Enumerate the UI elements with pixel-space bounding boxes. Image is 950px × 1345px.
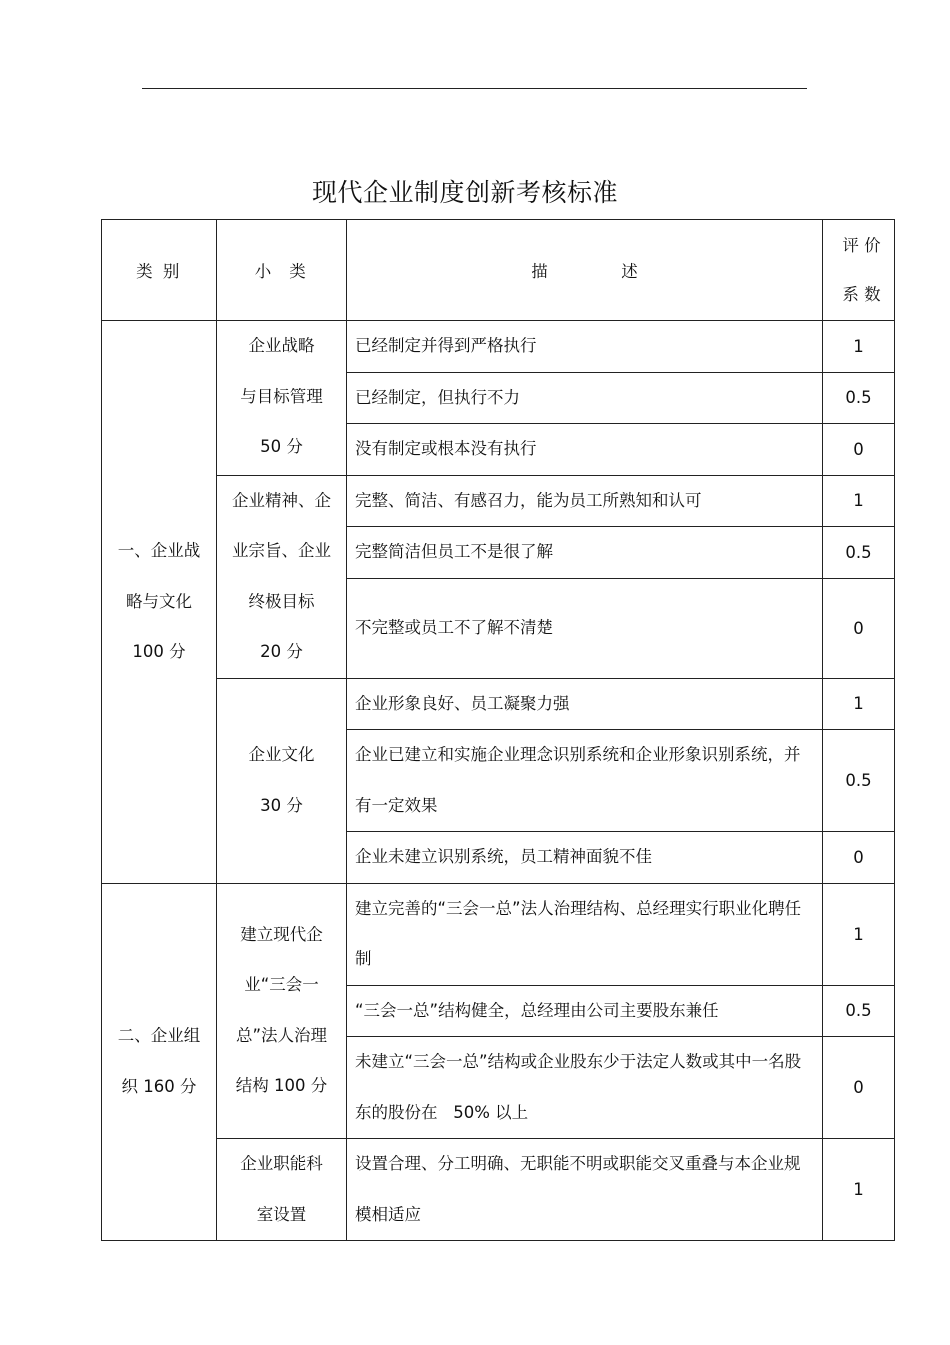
subcategory-line: 业宗旨、企业 — [232, 541, 331, 560]
description-cell: 已经制定并得到严格执行 — [347, 321, 823, 373]
coefficient-cell: 1 — [823, 1139, 895, 1241]
subcategory-cell — [217, 321, 347, 476]
subcategory-line: 企业精神、企 — [232, 490, 331, 510]
subcategory-line: 20 分 — [260, 642, 303, 661]
header-coef-line1: 评 价 — [842, 236, 881, 255]
category-line: 织 160 分 — [121, 1076, 197, 1096]
subcategory-cell — [217, 883, 347, 1139]
coefficient-cell: 1 — [823, 678, 895, 730]
subcategory-cell — [217, 678, 347, 883]
description-cell: 完整简洁但员工不是很了解 — [347, 527, 823, 579]
coefficient-cell: 0 — [823, 832, 895, 884]
table-row — [102, 883, 895, 985]
coefficient-cell: 0.5 — [823, 372, 895, 424]
coefficient-cell: 0 — [823, 424, 895, 476]
subcategory-line: 室设置 — [256, 1204, 307, 1224]
coefficient-cell: 0.5 — [823, 730, 895, 832]
table-row — [102, 678, 895, 730]
description-cell: 企业已建立和实施企业理念识别系统和企业形象识别系统，并有一定效果 — [347, 730, 823, 832]
coefficient-cell: 1 — [823, 883, 895, 985]
header-description: 描 述 — [347, 220, 823, 321]
assessment-table — [101, 219, 895, 1241]
header-category: 类 别 — [102, 220, 217, 321]
header-subcategory: 小 类 — [217, 220, 347, 321]
subcategory-cell — [217, 475, 347, 678]
category-line: 略与文化 — [126, 591, 192, 611]
header-coefficient — [823, 220, 895, 321]
category-cell — [102, 321, 217, 884]
category-line: 100 分 — [132, 642, 186, 661]
subcategory-line: 总”法人治理 — [235, 1025, 328, 1045]
subcategory-line: 企业文化 — [248, 745, 315, 764]
coefficient-cell: 1 — [823, 321, 895, 373]
coefficient-cell: 1 — [823, 475, 895, 527]
coefficient-cell: 0.5 — [823, 527, 895, 579]
subcategory-cell — [217, 1139, 347, 1241]
table-row — [102, 321, 895, 373]
subcategory-line: 终极目标 — [248, 591, 315, 611]
description-cell: 建立完善的“三会一总”法人治理结构、总经理实行职业化聘任制 — [347, 883, 823, 985]
subcategory-line: 企业战略 — [248, 336, 315, 355]
table-row — [102, 1139, 895, 1241]
description-cell: 未建立“三会一总”结构或企业股东少于法定人数或其中一名股东的股份在 50% 以上 — [347, 1037, 823, 1139]
coefficient-cell: 0.5 — [823, 985, 895, 1037]
subcategory-line: 企业职能科 — [240, 1154, 323, 1173]
table-header-row — [102, 220, 895, 321]
table-row — [102, 475, 895, 527]
description-cell: 完整、简洁、有感召力，能为员工所熟知和认可 — [347, 475, 823, 527]
coefficient-cell: 0 — [823, 1037, 895, 1139]
subcategory-line: 建立现代企 — [240, 924, 323, 944]
description-cell: 没有制定或根本没有执行 — [347, 424, 823, 476]
description-cell: 已经制定，但执行不力 — [347, 372, 823, 424]
description-cell: 企业未建立识别系统，员工精神面貌不佳 — [347, 832, 823, 884]
page-title: 现代企业制度创新考核标准 — [311, 178, 618, 207]
description-cell: 不完整或员工不了解不清楚 — [347, 579, 823, 679]
category-line: 一、企业战 — [117, 541, 201, 560]
description-cell: “三会一总”结构健全，总经理由公司主要股东兼任 — [347, 985, 823, 1037]
subcategory-line: 与目标管理 — [240, 386, 323, 406]
subcategory-line: 30 分 — [260, 795, 303, 815]
category-line: 二、企业组 — [117, 1026, 201, 1046]
header-coef-line2: 系 数 — [842, 285, 881, 304]
coefficient-cell: 0 — [823, 579, 895, 679]
description-cell: 企业形象良好、员工凝聚力强 — [347, 678, 823, 730]
subcategory-line: 结构 100 分 — [235, 1076, 328, 1096]
subcategory-line: 50 分 — [260, 437, 303, 456]
description-cell: 设置合理、分工明确、无职能不明或职能交叉重叠与本企业规模相适应 — [347, 1139, 823, 1241]
subcategory-line: 业“三会一 — [244, 975, 319, 995]
category-cell — [102, 883, 217, 1241]
header-rule — [142, 88, 807, 89]
